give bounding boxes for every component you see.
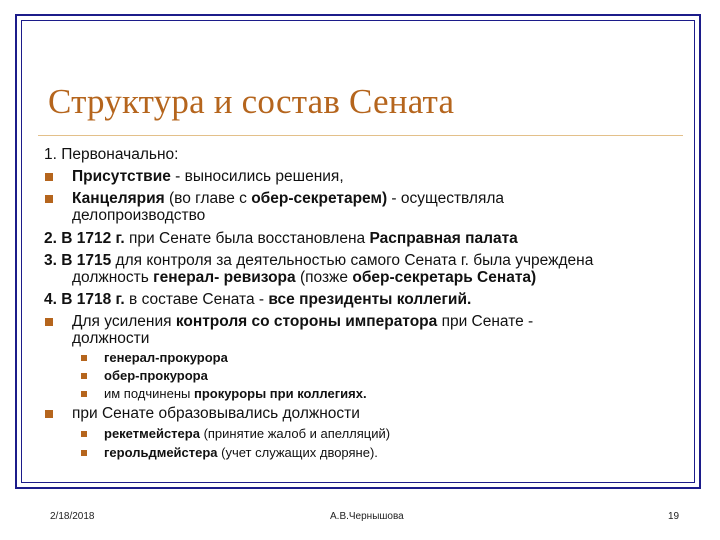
sub-item-subordinates	[104, 386, 367, 401]
square-bullet-icon	[81, 431, 87, 437]
point-1-heading: 1. Первоначально:	[44, 146, 179, 163]
sub-item-reketmeister	[104, 426, 390, 441]
footer-author: А.В.Чернышова	[330, 511, 404, 522]
text: Для усиления	[72, 313, 176, 330]
text-bold: герольдмейстера	[104, 445, 218, 460]
text-bold: Канцелярия	[72, 190, 165, 207]
square-bullet-icon	[81, 355, 87, 361]
square-bullet-icon	[81, 391, 87, 397]
text-bold: контроля со стороны императора	[175, 313, 438, 330]
text: (позже	[295, 269, 353, 286]
square-bullet-icon	[45, 318, 53, 326]
point-1-bullet-1	[72, 168, 344, 185]
point-1-bullet-2	[72, 190, 504, 207]
text: для контроля за деятельностью самого Сената г. была учреждена	[111, 252, 594, 269]
point-4-bullet-1	[72, 313, 533, 330]
sub-item-chief-prosecutor: обер-прокурора	[104, 368, 208, 383]
square-bullet-icon	[81, 450, 87, 456]
text-bold: обер-секретарь Сената)	[352, 269, 537, 286]
text-bold: рекетмейстера	[104, 426, 200, 441]
text-bold: прокуроры при коллегиях.	[193, 386, 367, 401]
text: - осуществляла	[387, 190, 505, 207]
text-bold: 2. В 1712 г.	[44, 230, 125, 247]
square-bullet-icon	[45, 410, 53, 418]
square-bullet-icon	[45, 195, 53, 203]
title-divider	[38, 135, 683, 136]
point-1-bullet-2-cont: делопроизводство	[72, 207, 206, 224]
sub-item-general-prosecutor: генерал-прокурора	[104, 350, 228, 365]
text: при Сенате -	[437, 313, 534, 330]
text: (принятие жалоб и апелляций)	[199, 426, 391, 441]
point-2	[44, 230, 518, 247]
text: при Сенате была восстановлена	[124, 230, 370, 247]
slide-title: Структура и состав Сената	[48, 82, 455, 121]
footer-date: 2/18/2018	[50, 511, 95, 522]
square-bullet-icon	[81, 373, 87, 379]
text: - выносились решения,	[170, 168, 344, 185]
text-bold: обер-секретарем)	[251, 190, 388, 207]
point-4-bullet-1-cont: должности	[72, 330, 150, 347]
text: должность	[72, 269, 154, 286]
point-3	[44, 252, 593, 269]
text: им подчинены	[104, 386, 194, 401]
footer-page-number: 19	[668, 511, 680, 522]
text-bold: 4. В 1718 г.	[44, 291, 125, 308]
square-bullet-icon	[45, 173, 53, 181]
text: (во главе с	[164, 190, 252, 207]
text: в составе Сената -	[124, 291, 269, 308]
text-bold: все президенты коллегий.	[268, 291, 472, 308]
text: (учет служащих дворяне).	[217, 445, 378, 460]
text-bold: генерал- ревизора	[153, 269, 296, 286]
text-bold: Расправная палата	[369, 230, 518, 247]
text-bold: Присутствие	[72, 168, 171, 185]
sub-item-heroldmeister	[104, 445, 378, 460]
point-4-bullet-2: при Сенате образовывались должности	[72, 405, 360, 422]
point-4	[44, 291, 471, 308]
point-3-cont	[72, 269, 536, 286]
text-bold: 3. В 1715	[44, 252, 112, 269]
